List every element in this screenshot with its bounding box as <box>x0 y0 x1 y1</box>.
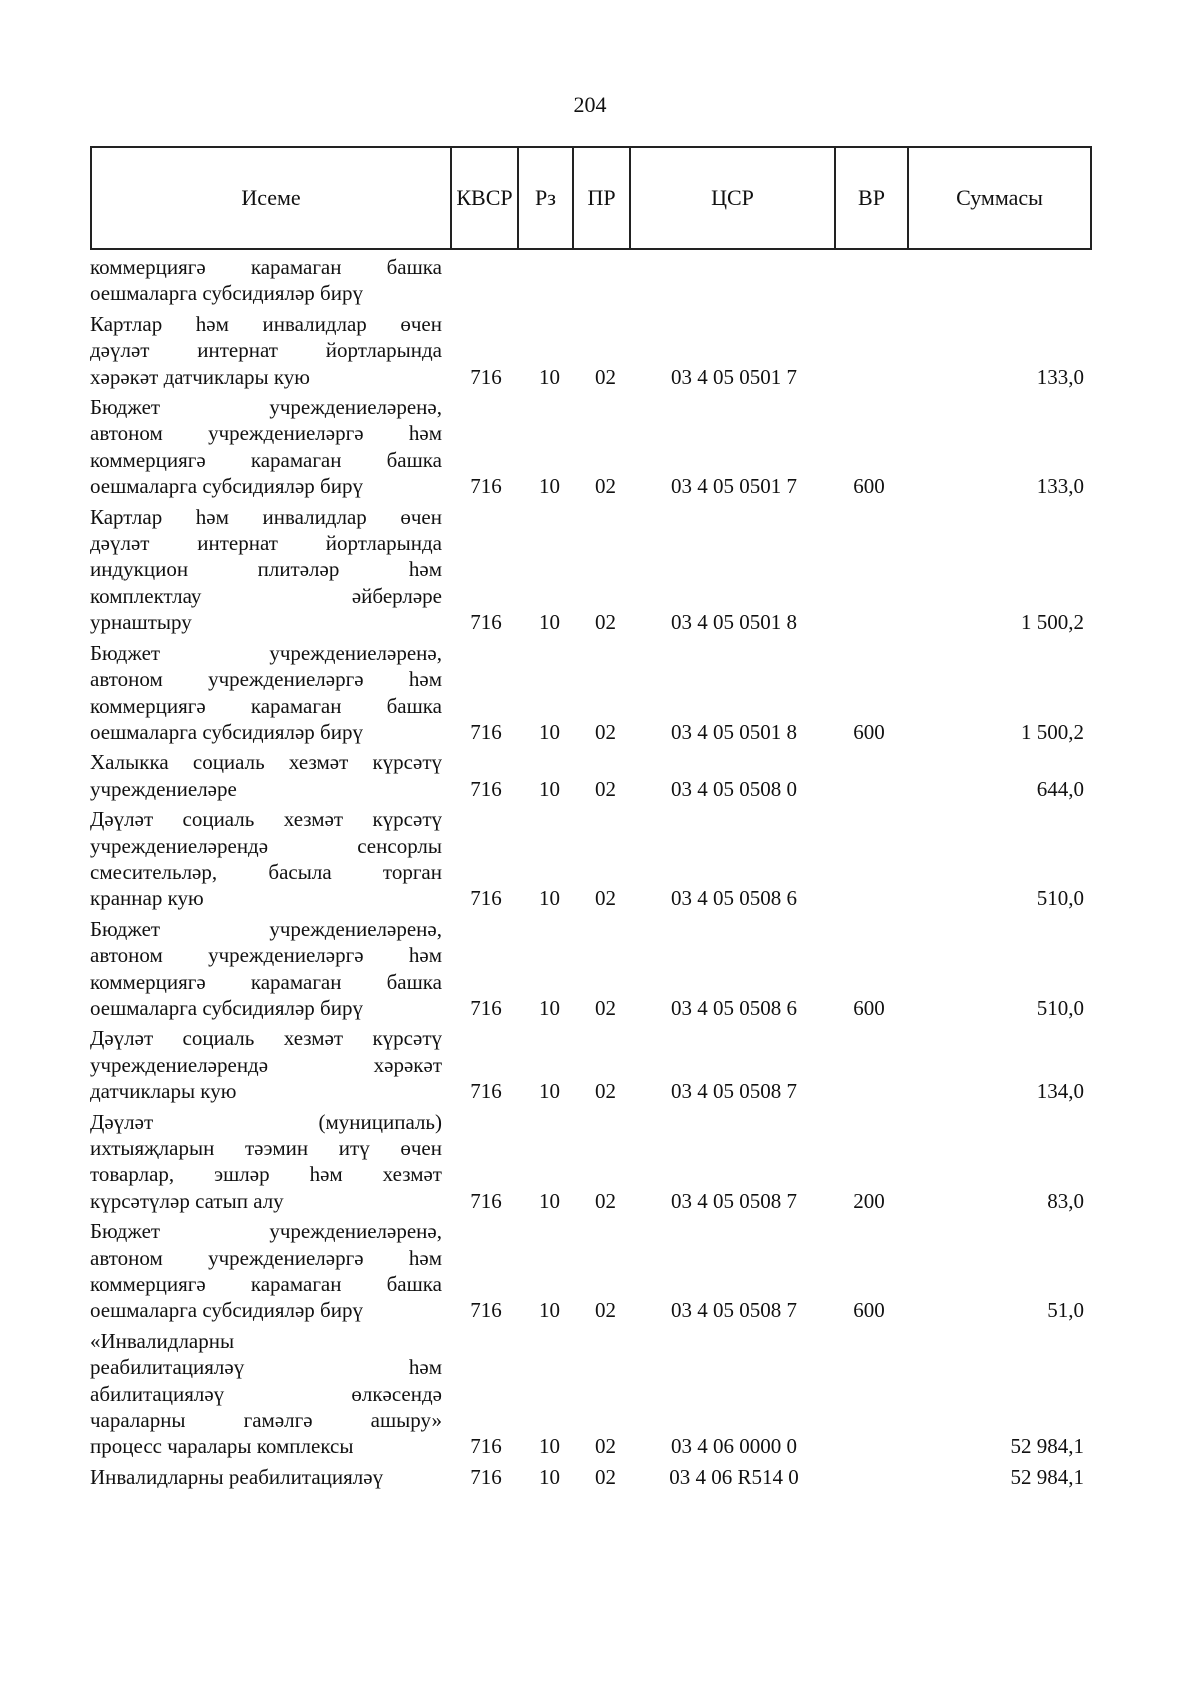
table-row <box>90 640 1092 746</box>
row-name-line: комплектлау әйберләре <box>90 583 442 608</box>
row-name-line: Картлар һәм инвалидлар өчен <box>90 311 442 336</box>
row-name-line: күрсәтүләр сатып алу <box>90 1188 284 1213</box>
table-row <box>90 749 1092 802</box>
row-sum: 1 500,2 <box>1021 719 1084 744</box>
header-pr: ПР <box>574 148 631 248</box>
row-name-line: автоном учреждениеләргә һәм <box>90 667 442 692</box>
row-name-line: Дәүләт (муниципаль) <box>90 1109 442 1134</box>
row-pr: 02 <box>595 886 616 911</box>
row-name-line: Картлар һәм инвалидлар өчен <box>90 504 442 529</box>
header-sum: Суммасы <box>956 185 1043 210</box>
row-name-line: коммерциягә карамаган башка <box>90 447 442 472</box>
row-name-line: процесс чаралары комплексы <box>90 1434 354 1459</box>
row-name <box>90 749 450 802</box>
row-kvsr: 716 <box>470 1464 502 1489</box>
row-rz: 10 <box>539 364 560 389</box>
header-rz: Рз <box>519 148 574 248</box>
row-name-line: автоном учреждениеләргә һәм <box>90 943 442 968</box>
row-pr: 02 <box>595 474 616 499</box>
row-name-line: учреждениеләрендә хәрәкәт <box>90 1052 442 1077</box>
row-rz: 10 <box>539 610 560 635</box>
row-csr: 03 4 05 0508 7 <box>671 1079 797 1104</box>
table-row <box>90 806 1092 912</box>
row-pr: 02 <box>595 776 616 801</box>
row-kvsr: 716 <box>470 610 502 635</box>
row-name <box>90 1218 450 1324</box>
row-name <box>90 1328 450 1460</box>
row-csr: 03 4 05 0508 7 <box>671 1298 797 1323</box>
row-csr: 03 4 05 0508 7 <box>671 1188 797 1213</box>
row-name-line: товарлар, эшләр һәм хезмәт <box>90 1162 442 1187</box>
row-name <box>90 1464 450 1490</box>
row-rz: 10 <box>539 1298 560 1323</box>
row-name-line: дәүләт интернат йортларында <box>90 338 442 363</box>
header-name: Исеме <box>92 148 452 248</box>
table-row <box>90 1328 1092 1460</box>
row-kvsr: 716 <box>470 1079 502 1104</box>
row-rz: 10 <box>539 1434 560 1459</box>
row-name-line: автоном учреждениеләргә һәм <box>90 421 442 446</box>
row-sum: 134,0 <box>1036 1079 1084 1104</box>
table-row <box>90 916 1092 1022</box>
row-name-line: абилитацияләү өлкәсендә <box>90 1381 442 1406</box>
row-name-line: учреждениеләре <box>90 776 237 801</box>
row-csr: 03 4 05 0501 7 <box>671 474 797 499</box>
row-sum: 51,0 <box>1047 1298 1084 1323</box>
table-row <box>90 1109 1092 1215</box>
row-kvsr: 716 <box>470 1298 502 1323</box>
row-sum: 644,0 <box>1036 776 1084 801</box>
row-name <box>90 640 450 746</box>
row-name-line: дәүләт интернат йортларында <box>90 531 442 556</box>
row-pr: 02 <box>595 610 616 635</box>
row-kvsr: 716 <box>470 474 502 499</box>
row-name-line: оешмаларга субсидияләр бирү <box>90 281 363 306</box>
row-csr: 03 4 06 R514 0 <box>669 1464 799 1489</box>
row-csr: 03 4 06 0000 0 <box>671 1434 797 1459</box>
table-row <box>90 1218 1092 1324</box>
row-name-line: «Инвалидларны <box>90 1328 235 1353</box>
row-kvsr: 716 <box>470 995 502 1020</box>
row-csr: 03 4 05 0508 6 <box>671 995 797 1020</box>
row-rz: 10 <box>539 886 560 911</box>
row-name-line: коммерциягә карамаган башка <box>90 969 442 994</box>
row-kvsr: 716 <box>470 776 502 801</box>
row-name-line: оешмаларга субсидияләр бирү <box>90 719 363 744</box>
row-name <box>90 1025 450 1104</box>
row-sum: 83,0 <box>1047 1188 1084 1213</box>
table-row <box>90 394 1092 500</box>
row-name-line: индукцион плитәләр һәм <box>90 557 442 582</box>
row-name <box>90 311 450 390</box>
row-name-line: оешмаларга субсидияләр бирү <box>90 995 363 1020</box>
row-name-line: реабилитацияләү һәм <box>90 1355 442 1380</box>
row-name-line: смесительләр, басыла торган <box>90 859 442 884</box>
row-rz: 10 <box>539 474 560 499</box>
row-name-line: датчиклары кую <box>90 1079 237 1104</box>
row-sum: 52 984,1 <box>1010 1434 1084 1459</box>
row-vr: 600 <box>853 474 885 499</box>
row-name-line: автоном учреждениеләргә һәм <box>90 1245 442 1270</box>
row-pr: 02 <box>595 1079 616 1104</box>
row-sum: 510,0 <box>1036 995 1084 1020</box>
row-csr: 03 4 05 0501 7 <box>671 364 797 389</box>
row-name-line: ихтыяҗларын тәэмин итү өчен <box>90 1136 442 1160</box>
row-sum: 1 500,2 <box>1021 610 1084 635</box>
row-name <box>90 916 450 1022</box>
table-row <box>90 1025 1092 1104</box>
row-rz: 10 <box>539 776 560 801</box>
row-name-line: Дәүләт социаль хезмәт күрсәтү <box>90 807 442 832</box>
row-pr: 02 <box>595 1188 616 1213</box>
row-sum: 510,0 <box>1036 886 1084 911</box>
row-kvsr: 716 <box>470 719 502 744</box>
row-vr: 600 <box>853 995 885 1020</box>
table-row <box>90 311 1092 390</box>
row-name-line: оешмаларга субсидияләр бирү <box>90 1298 363 1323</box>
row-kvsr: 716 <box>470 364 502 389</box>
row-csr: 03 4 05 0501 8 <box>671 610 797 635</box>
row-sum: 52 984,1 <box>1010 1464 1084 1489</box>
page-number: 204 <box>573 92 607 117</box>
row-csr: 03 4 05 0508 0 <box>671 776 797 801</box>
row-sum: 133,0 <box>1036 364 1084 389</box>
row-vr: 600 <box>853 719 885 744</box>
row-rz: 10 <box>539 719 560 744</box>
row-name <box>90 1109 450 1215</box>
row-name <box>90 504 450 636</box>
row-csr: 03 4 05 0501 8 <box>671 719 797 744</box>
header-vr: ВР <box>836 148 909 248</box>
row-pr: 02 <box>595 995 616 1020</box>
row-name-line: хәрәкәт датчиклары кую <box>90 364 310 389</box>
row-sum: 133,0 <box>1036 474 1084 499</box>
row-rz: 10 <box>539 1464 560 1489</box>
row-name-line: Дәүләт социаль хезмәт күрсәтү <box>90 1026 442 1051</box>
row-vr: 600 <box>853 1298 885 1323</box>
row-name-line: урнаштыру <box>90 610 192 635</box>
table-body <box>90 254 1092 1494</box>
row-pr: 02 <box>595 1298 616 1323</box>
row-name-line: коммерциягә карамаган башка <box>90 255 442 279</box>
row-pr: 02 <box>595 719 616 744</box>
header-kvsr: КВСР <box>452 148 519 248</box>
row-name <box>90 254 450 307</box>
row-name-line: Бюджет учреждениеләренә, <box>90 1219 442 1244</box>
row-name-line: Бюджет учреждениеләренә, <box>90 395 442 420</box>
table-header <box>90 146 1092 250</box>
row-name-line: краннар кую <box>90 886 204 911</box>
row-name-line: чараларны гамәлгә ашыру» <box>90 1408 442 1433</box>
row-rz: 10 <box>539 1188 560 1213</box>
header-csr: ЦСР <box>631 148 836 248</box>
row-vr: 200 <box>853 1188 885 1213</box>
table-row <box>90 254 1092 307</box>
row-pr: 02 <box>595 364 616 389</box>
row-kvsr: 716 <box>470 1434 502 1459</box>
row-kvsr: 716 <box>470 886 502 911</box>
row-pr: 02 <box>595 1464 616 1489</box>
table-row <box>90 504 1092 636</box>
row-csr: 03 4 05 0508 6 <box>671 886 797 911</box>
row-name-line: Бюджет учреждениеләренә, <box>90 916 442 941</box>
row-name-line: оешмаларга субсидияләр бирү <box>90 474 363 499</box>
row-rz: 10 <box>539 995 560 1020</box>
row-name-line: коммерциягә карамаган башка <box>90 1272 442 1297</box>
row-name-line: коммерциягә карамаган башка <box>90 693 442 718</box>
row-name <box>90 806 450 912</box>
row-pr: 02 <box>595 1434 616 1459</box>
table-row <box>90 1464 1092 1490</box>
row-kvsr: 716 <box>470 1188 502 1213</box>
row-name-line: учреждениеләрендә сенсорлы <box>90 833 442 858</box>
row-name-line: Инвалидларны реабилитацияләү <box>90 1464 384 1489</box>
row-name-line: Халыкка социаль хезмәт күрсәтү <box>90 750 442 775</box>
row-rz: 10 <box>539 1079 560 1104</box>
row-name-line: Бюджет учреждениеләренә, <box>90 640 442 665</box>
row-name <box>90 394 450 500</box>
